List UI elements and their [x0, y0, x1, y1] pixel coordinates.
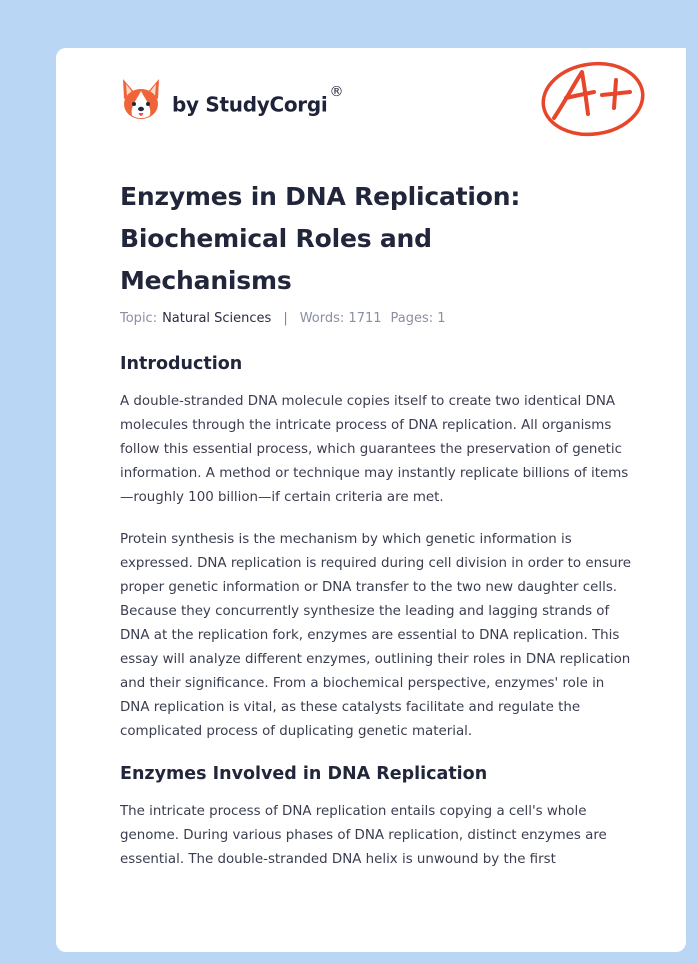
meta-separator: | — [283, 311, 288, 326]
corgi-logo-icon — [120, 77, 162, 123]
page-count: Pages: 1 — [390, 311, 446, 326]
brand-header — [120, 76, 343, 124]
paragraph: Protein synthesis is the mechanism by which genetic information is expressed. DNA replication is required during cell division in order to ensure proper genetic information or DNA transfer to the two new daughter cells. Because they concurrently synthesize the leading and lagging strands of DNA at the replication fork, enzymes are essential to DNA replication. This essay will analyze different enzymes, outlining their roles in DNA replication and their significance. From a biochemical perspective, enzymes' role in DNA replication is vital, as these catalysts facilitate and regulate the complicated process of duplicating genetic material. — [120, 532, 632, 739]
topic-label: Topic: — [120, 311, 158, 326]
topic-link[interactable]: Natural Sciences — [162, 311, 272, 326]
brand-name[interactable]: by StudyCorgi® — [172, 83, 344, 117]
word-count: Words: 1711 — [299, 311, 382, 326]
section-heading-introduction: Introduction — [120, 354, 243, 374]
section-heading-enzymes: Enzymes Involved in DNA Replication — [120, 764, 488, 784]
paragraph: A double-stranded DNA molecule copies itself to create two identical DNA molecules through the intricate process of DNA replication. All organisms follow this essential process, which guarantees the preservation of genetic information. A method or technique may instantly replicate billions of items—roughly 100 billion—if certain criteria are met. — [120, 394, 629, 505]
a-plus-grade-icon — [538, 58, 648, 140]
document-body — [120, 352, 632, 872]
registered-mark: ® — [329, 83, 344, 100]
document-meta — [120, 311, 446, 326]
document-page — [56, 48, 686, 952]
paragraph: The intricate process of DNA replication entails copying a cell's whole genome. During various phases of DNA replication, distinct enzymes are essential. The double-stranded DNA helix is unwound by the first — [120, 804, 607, 867]
document-title: Enzymes in DNA Replication: Biochemical Roles and Mechanisms — [120, 182, 521, 295]
